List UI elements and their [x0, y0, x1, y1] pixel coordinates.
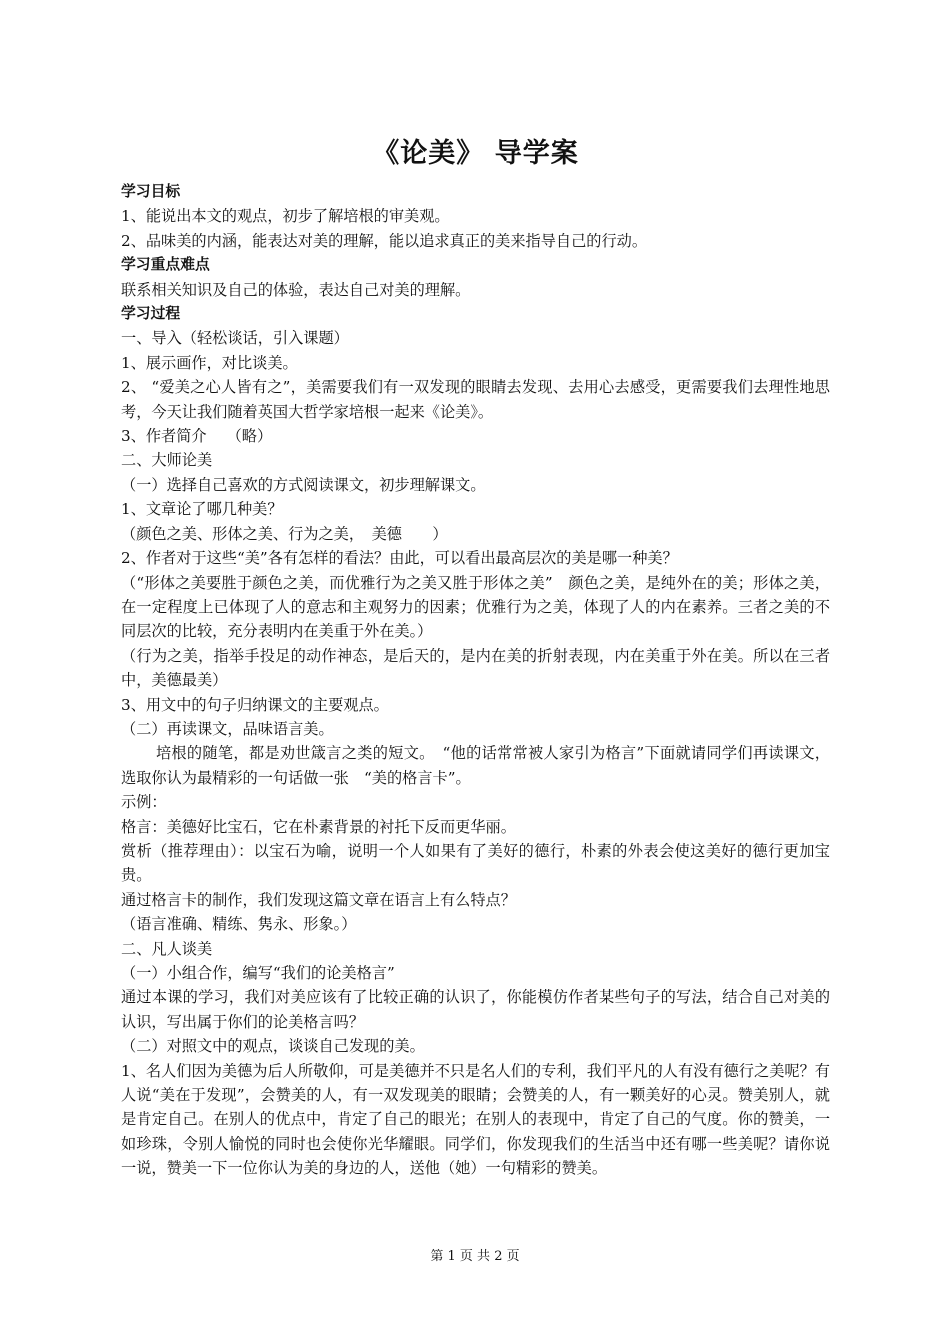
- paragraph: 示例：: [121, 793, 167, 812]
- paragraph: 二、凡人谈美: [121, 939, 213, 958]
- paragraph: 通过格言卡的制作，我们发现这篇文章在语言上有么特点？: [121, 890, 516, 909]
- section-heading: 学习目标: [121, 183, 181, 200]
- paragraph: 1、展示画作，对比谈美。: [121, 353, 298, 372]
- paragraph: 2、作者对于这些“美”各有怎样的看法？由此，可以看出最高层次的美是哪一种美？: [121, 549, 678, 568]
- paragraph: 1、名人们因为美德为后人所敬仰，可是美德并不只是名人们的专利，我们平凡的人有没有德行之美呢？有人说“美在于发现”，会赞美的人，有一双发现美的眼睛；会赞美的人，有一颗美好的心灵。赞美别人，就是肯定自己。在别人的优点中，肯定了自己的眼光；在别人的表现中，肯定了自己的气度。你的赞美，一如珍珠，令别人愉悦的同时也会使你光华耀眼。同学们，你发现我们的生活当中还有哪一些美呢？请你说一说，赞美一下一位你认为美的身边的人，送他（她）一句精彩的赞美。: [121, 1061, 830, 1178]
- paragraph: （一）选择自己喜欢的方式阅读课文，初步理解课文。: [121, 475, 486, 494]
- section-heading: 学习重点难点: [121, 256, 210, 274]
- paragraph: 赏析（推荐理由）：以宝石为喻，说明一个人如果有了美好的德行，朴素的外表会使这美好的德行更加宝贵。: [121, 841, 830, 885]
- document-title: 《论美》 导学案: [372, 138, 579, 169]
- paragraph: 2、 “爱美之心人皆有之”，美需要我们有一双发现的眼睛去发现、去用心去感受，更需要我们去理性地思考，今天让我们随着英国大哲学家培根一起来《论美》。: [121, 378, 830, 421]
- paragraph: 格言：美德好比宝石，它在朴素背景的衬托下反而更华丽。: [121, 817, 516, 836]
- section-heading: 学习过程: [121, 305, 181, 323]
- paragraph: 培根的随笔，都是劝世箴言之类的短文。 “他的话常常被人家引为格言”下面就请同学们再读课文，选取你认为最精彩的一句话做一张 “美的格言卡”。: [121, 744, 830, 787]
- paragraph: 联系相关知识及自己的体验，表达自己对美的理解。: [121, 280, 471, 299]
- paragraph: （二）对照文中的观点，谈谈自己发现的美。: [121, 1037, 425, 1056]
- paragraph: （行为之美，指举手投足的动作神态，是后天的，是内在美的折射表现，内在美重于外在美。所以在三者中，美德最美）: [121, 646, 830, 690]
- paragraph: 3、作者简介 （略）: [121, 427, 273, 446]
- paragraph: （语言准确、精练、隽永、形象。）: [121, 915, 357, 934]
- paragraph: 通过本课的学习，我们对美应该有了比较正确的认识了，你能模仿作者某些句子的写法，结合自己对美的认识，写出属于你们的论美格言吗？: [121, 988, 830, 1031]
- paragraph: 1、能说出本文的观点，初步了解培根的审美观。: [121, 207, 450, 226]
- paragraph: 1、文章论了哪几种美？: [121, 500, 283, 519]
- paragraph: （二）再读课文，品味语言美。: [121, 719, 334, 738]
- page-footer: 第 1 页 共 2 页: [430, 1249, 520, 1264]
- paragraph: （颜色之美、形体之美、行为之美， 美德 ）: [121, 524, 448, 543]
- paragraph: （“形体之美要胜于颜色之美，而优雅行为之美又胜于形体之美” 颜色之美，是纯外在的美；形体之美，在一定程度上已体现了人的意志和主观努力的因素；优雅行为之美，体现了人的内在素养。三者之美的不同层次的比较，充分表明内在美重于外在美。）: [121, 573, 830, 641]
- paragraph: 一、导入（轻松谈话，引入课题）: [121, 329, 349, 348]
- paragraph: （一）小组合作，编写“我们的论美格言”: [121, 964, 395, 982]
- paragraph: 二、大师论美: [121, 451, 213, 470]
- document-body: [121, 136, 830, 1181]
- document-lines: [121, 180, 830, 1181]
- paragraph: 3、用文中的句子归纳课文的主要观点。: [121, 695, 389, 714]
- paragraph: 2、品味美的内涵，能表达对美的理解，能以追求真正的美来指导自己的行动。: [121, 231, 648, 250]
